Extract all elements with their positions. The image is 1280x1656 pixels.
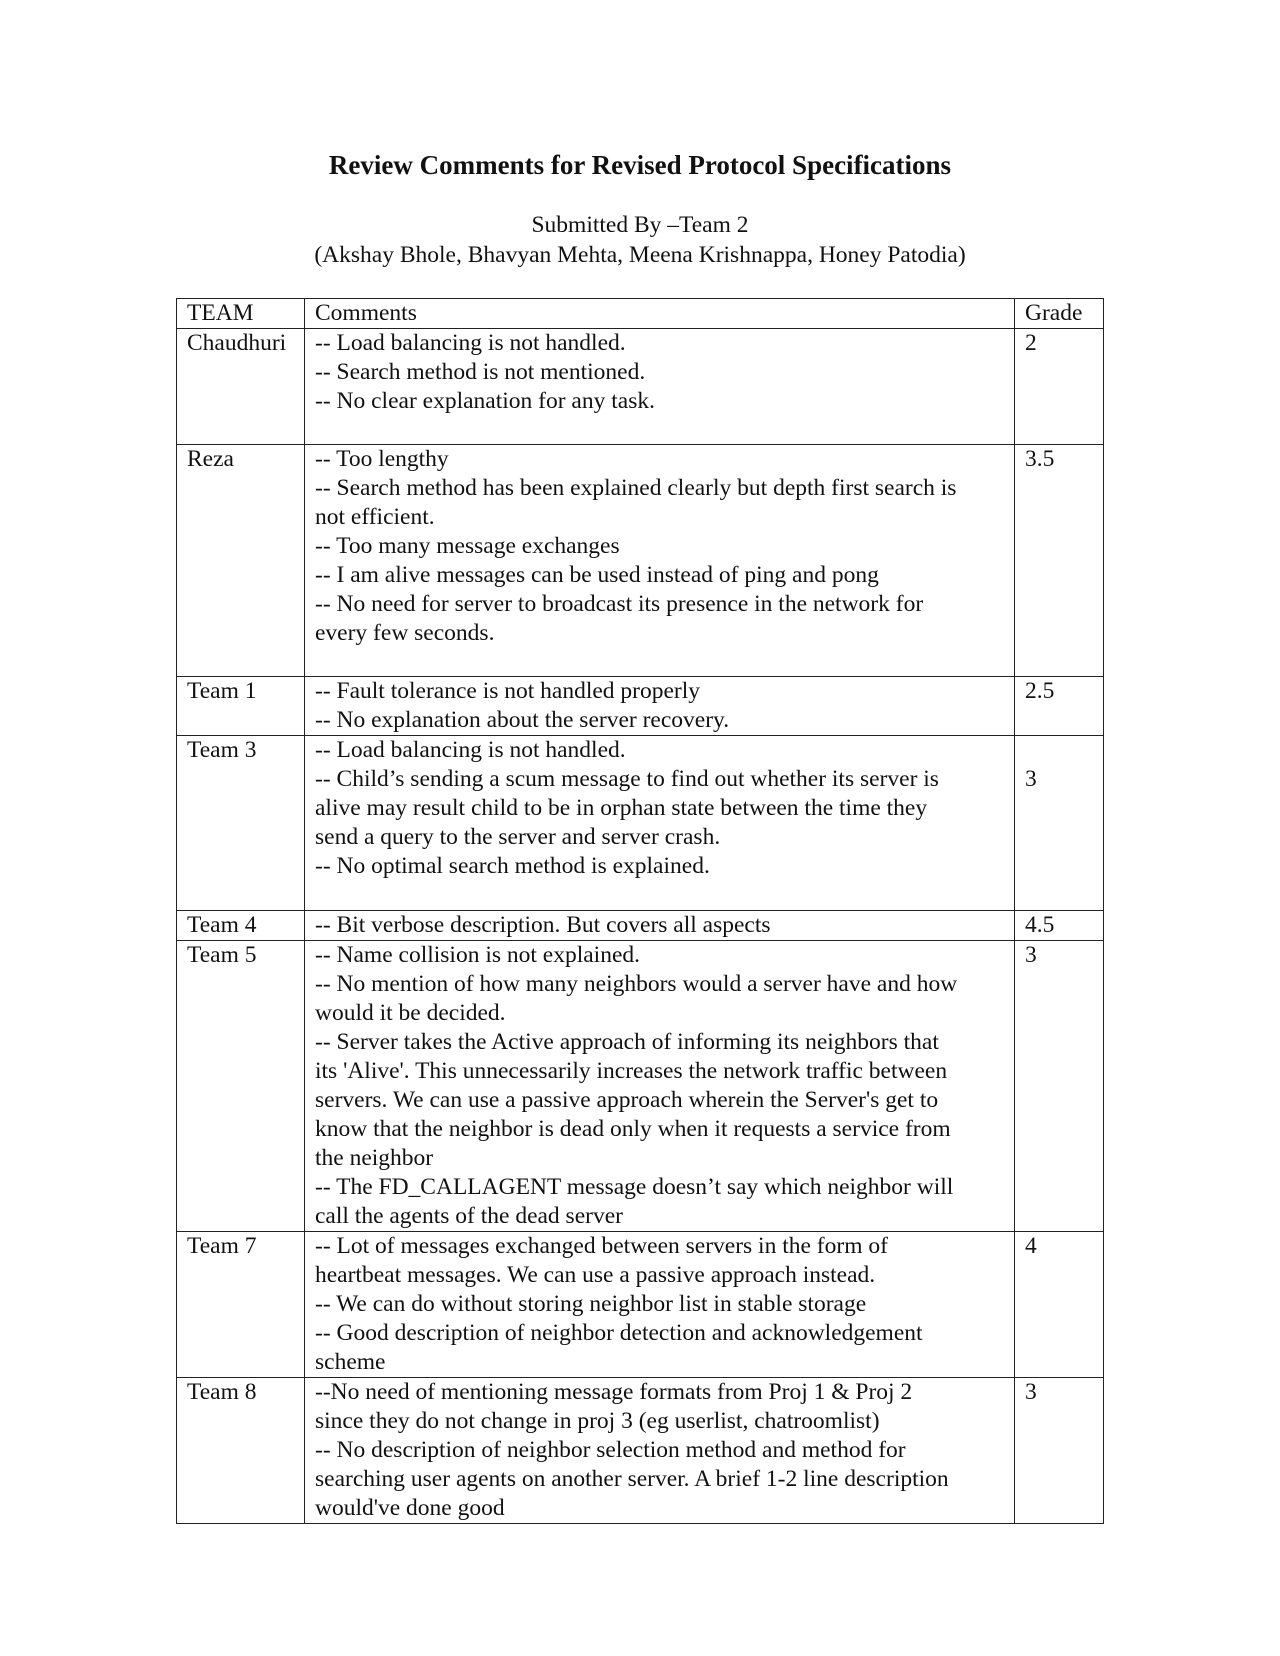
comment-line: its 'Alive'. This unnecessarily increases the network traffic between [315, 1058, 948, 1084]
grade-cell: 4 [1015, 1232, 1104, 1378]
comment-line: -- Load balancing is not handled. [315, 737, 626, 763]
comment-line: the neighbor [315, 1145, 434, 1171]
comment-line: -- Bit verbose description. But covers all aspects [315, 912, 771, 938]
comment-line: would've done good [315, 1495, 505, 1521]
comments-cell [305, 941, 1015, 1232]
grade-cell: 3 [1015, 1378, 1104, 1524]
comment-line: -- Name collision is not explained. [315, 942, 641, 968]
table-row [177, 445, 1104, 677]
comment-line: --No need of mentioning message formats from Proj 1 & Proj 2 [315, 1379, 913, 1405]
table-row [177, 1378, 1104, 1524]
comments-cell [305, 329, 1015, 445]
team-cell: Chaudhuri [177, 329, 305, 445]
comment-line: -- Too lengthy [315, 446, 449, 472]
comments-cell [305, 911, 1015, 941]
table-row [177, 941, 1104, 1232]
comment-line: -- No need for server to broadcast its presence in the network for [315, 591, 924, 617]
comments-cell [305, 1378, 1015, 1524]
comment-line: know that the neighbor is dead only when it requests a service from [315, 1116, 951, 1142]
comment-line: -- Lot of messages exchanged between servers in the form of [315, 1233, 888, 1259]
comment-line: call the agents of the dead server [315, 1203, 623, 1229]
table-row [177, 1232, 1104, 1378]
comment-line: heartbeat messages. We can use a passive approach instead. [315, 1262, 876, 1288]
grade-cell: 3.5 [1015, 445, 1104, 677]
comment-line: -- I am alive messages can be used instead of ping and pong [315, 562, 879, 588]
comment-line: -- No clear explanation for any task. [315, 388, 655, 414]
team-members: (Akshay Bhole, Bhavyan Mehta, Meena Krishnappa, Honey Patodia) [314, 242, 966, 268]
submitted-by: Submitted By –Team 2 [531, 212, 749, 238]
comment-line: -- Load balancing is not handled. [315, 330, 626, 356]
comment-line: not efficient. [315, 504, 435, 530]
grade-cell: 3 [1015, 736, 1104, 911]
comment-line: servers. We can use a passive approach wherein the Server's get to [315, 1087, 939, 1113]
comment-line: -- No explanation about the server recovery. [315, 707, 730, 733]
table-header-row [177, 299, 1104, 329]
team-cell: Team 1 [177, 677, 305, 736]
comment-line: -- Child’s sending a scum message to find out whether its server is [315, 766, 939, 792]
team-cell: Team 3 [177, 736, 305, 911]
comment-line: -- No optimal search method is explained. [315, 853, 710, 879]
team-cell: Team 4 [177, 911, 305, 941]
comment-line: since they do not change in proj 3 (eg userlist, chatroomlist) [315, 1408, 880, 1434]
comment-line: -- Fault tolerance is not handled properly [315, 678, 701, 704]
comments-cell [305, 445, 1015, 677]
table-row [177, 736, 1104, 911]
grade-cell: 4.5 [1015, 911, 1104, 941]
comments-cell [305, 1232, 1015, 1378]
comment-line: send a query to the server and server crash. [315, 824, 721, 850]
comment-line: -- No mention of how many neighbors would a server have and how [315, 971, 958, 997]
table-row [177, 911, 1104, 941]
table-row [177, 329, 1104, 445]
comment-line: scheme [315, 1349, 386, 1375]
review-table [176, 298, 1104, 1524]
header-grade: Grade [1015, 299, 1104, 329]
header-team: TEAM [177, 299, 305, 329]
table-row [177, 677, 1104, 736]
comment-line: -- No description of neighbor selection method and method for [315, 1437, 906, 1463]
team-cell: Team 5 [177, 941, 305, 1232]
comment-line: searching user agents on another server. A brief 1-2 line description [315, 1466, 949, 1492]
comment-line: would it be decided. [315, 1000, 506, 1026]
document-title: Review Comments for Revised Protocol Specifications [328, 150, 952, 180]
grade-cell: 2 [1015, 329, 1104, 445]
comment-line: -- Too many message exchanges [315, 533, 620, 559]
team-cell: Team 7 [177, 1232, 305, 1378]
comment-line: -- We can do without storing neighbor list in stable storage [315, 1291, 867, 1317]
comment-line: -- Search method is not mentioned. [315, 359, 646, 385]
comments-cell [305, 677, 1015, 736]
comment-line: -- Good description of neighbor detection and acknowledgement [315, 1320, 923, 1346]
team-cell: Reza [177, 445, 305, 677]
comment-line: -- Search method has been explained clearly but depth first search is [315, 475, 957, 501]
comment-line: -- Server takes the Active approach of informing its neighbors that [315, 1029, 939, 1055]
comments-cell [305, 736, 1015, 911]
comment-line: -- The FD_CALLAGENT message doesn’t say which neighbor will [315, 1174, 954, 1200]
comment-line: alive may result child to be in orphan state between the time they [315, 795, 928, 821]
comment-line: every few seconds. [315, 620, 495, 646]
grade-cell: 2.5 [1015, 677, 1104, 736]
grade-cell: 3 [1015, 941, 1104, 1232]
team-cell: Team 8 [177, 1378, 305, 1524]
header-comments: Comments [305, 299, 1015, 329]
